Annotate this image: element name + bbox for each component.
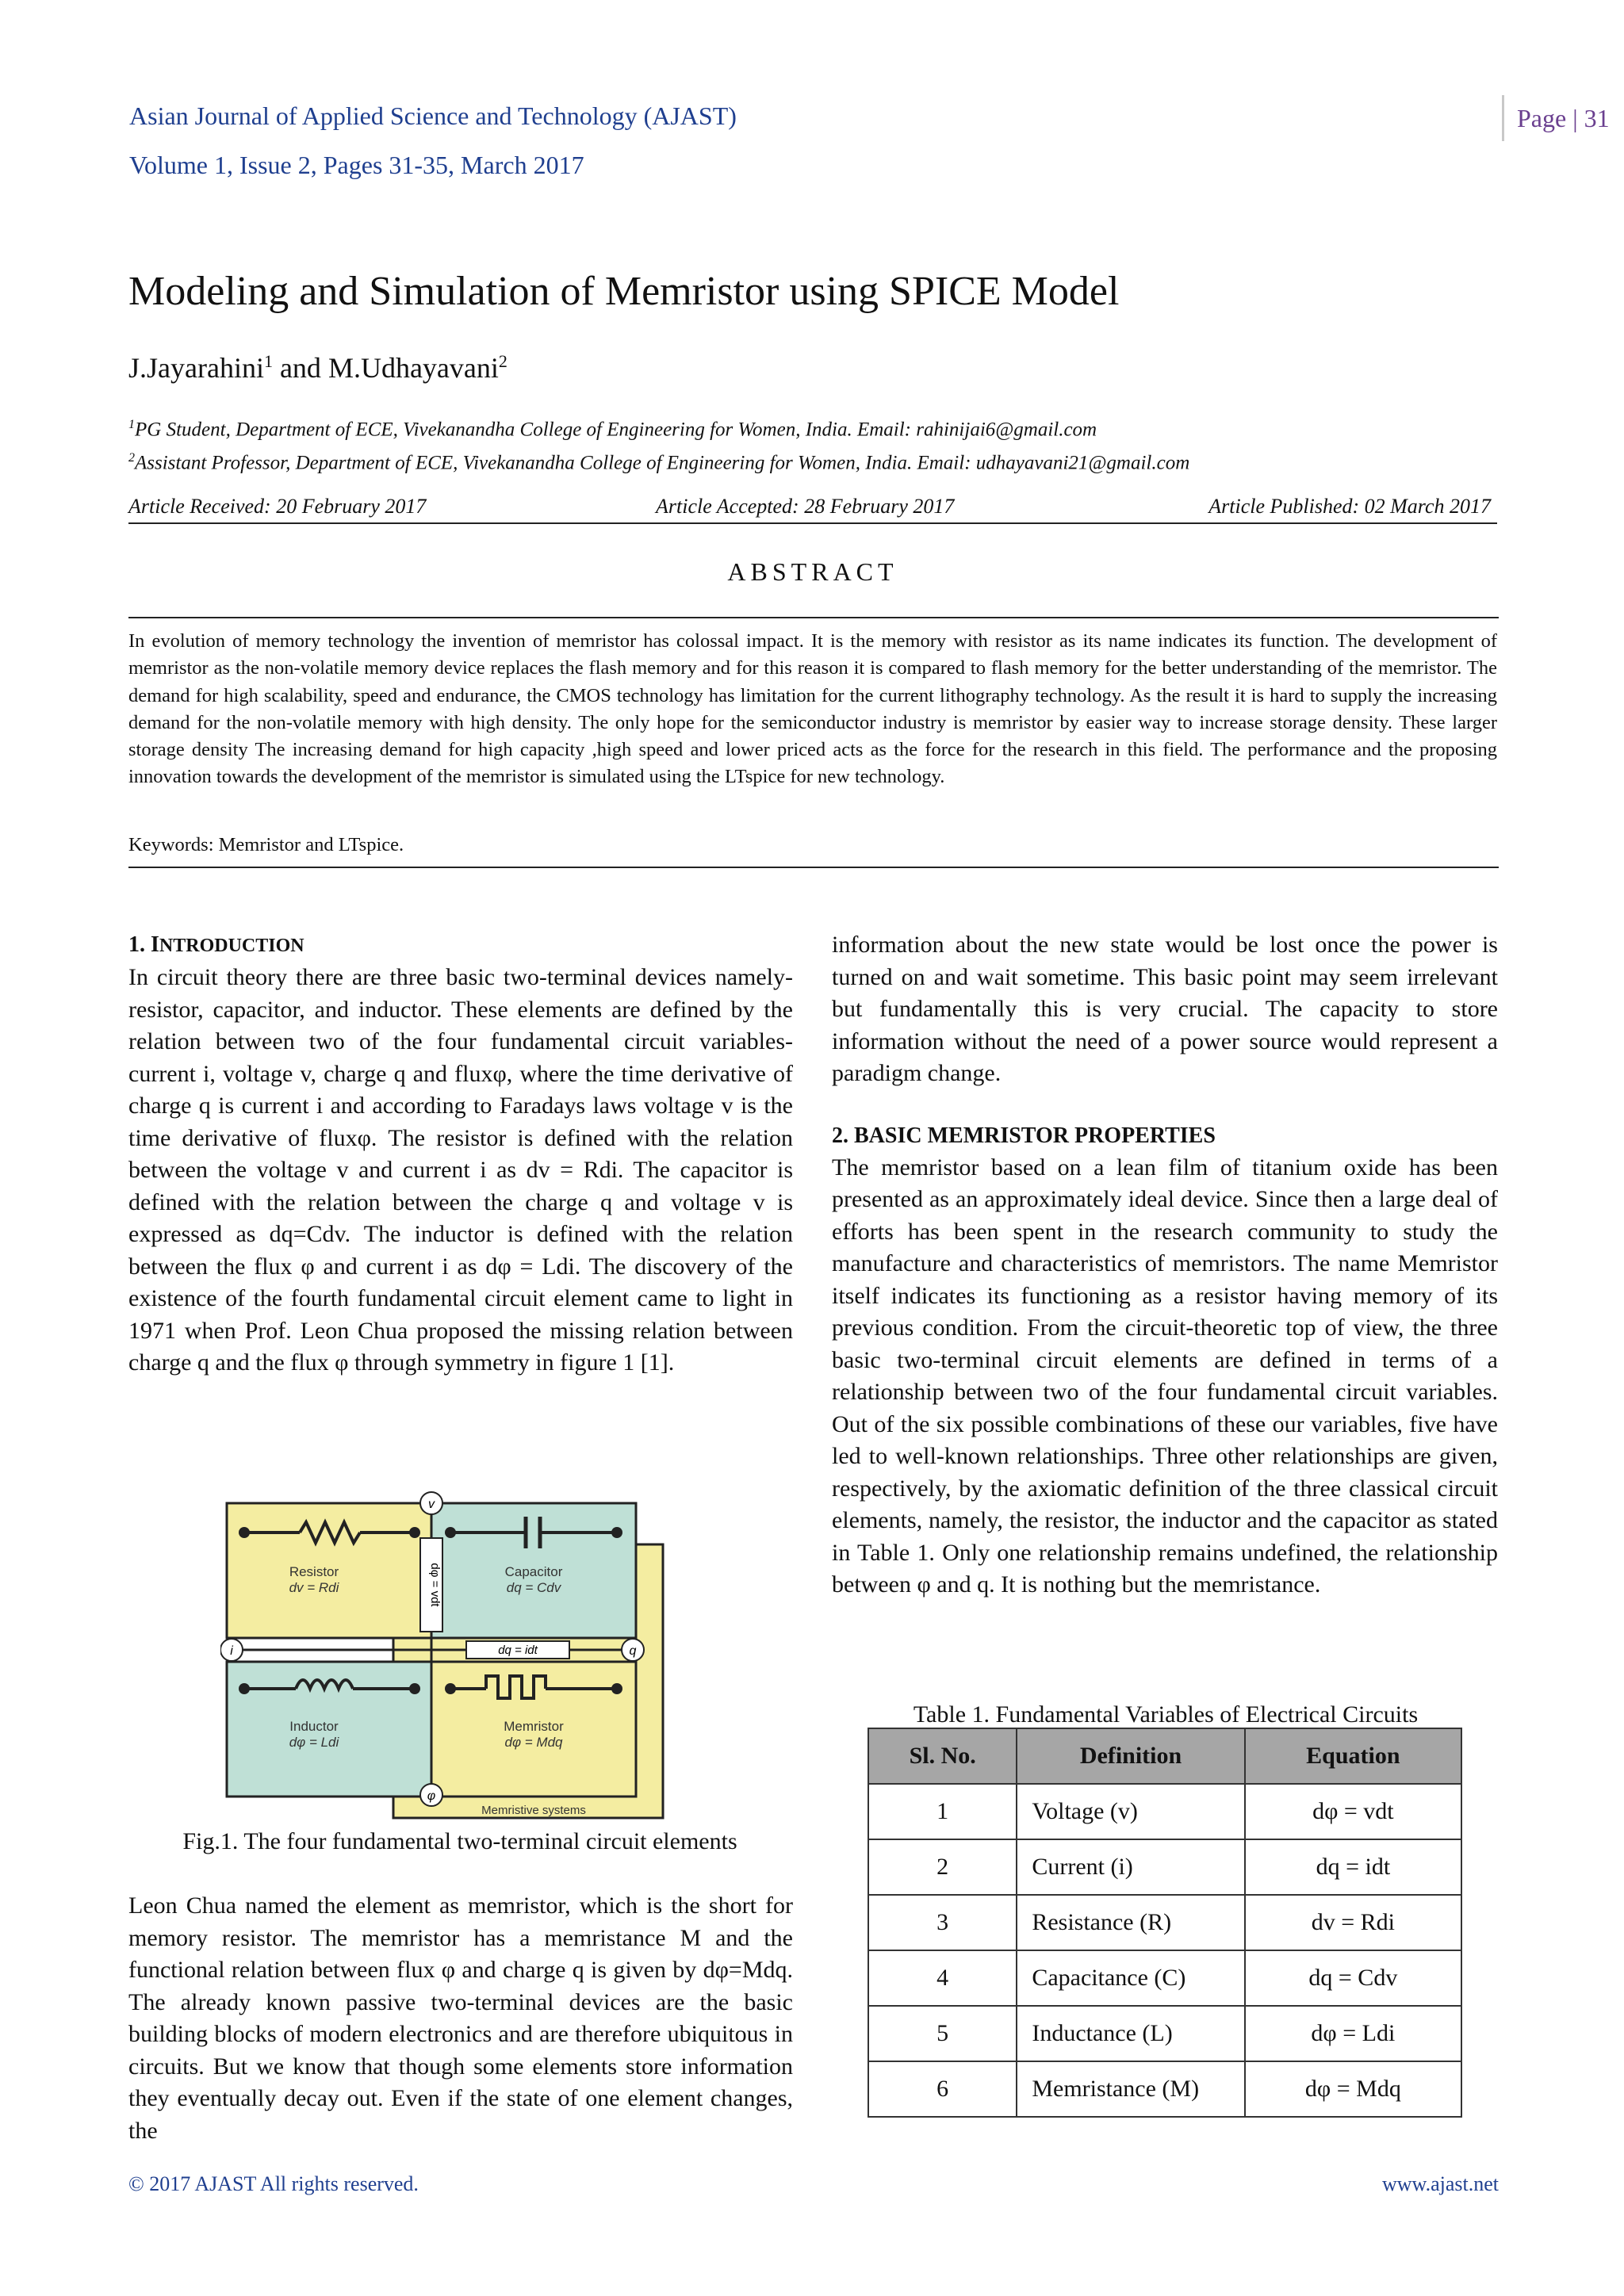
table-cell-definition: Current (i) — [1017, 1839, 1244, 1895]
table-cell-slno: 5 — [868, 2006, 1017, 2061]
resistor-eq: dv = Rdi — [289, 1580, 339, 1595]
basic-properties-paragraph: The memristor based on a lean film of titanium oxide has been presented as an approximately ideal device. Since then a large deal of efforts has been spent in the research community to study the manufacture and characteristics of memristors. The name Memristor itself indicates its functioning as a resistor having memory of its previous condition. From the circuit-theoretic top of view, the three basic two-terminal circuit elements are defined in terms of a relationship between two of the four fundamental circuit variables. Out of the six possible combinations of these our variables, five have led to well-known relationships. Three other relationships are given, respectively, by the axiomatic definition of the three classical circuit elements, namely, the resistor, the inductor and the capacitor as stated in Table 1. Only one relationship remains undefined, the relationship between φ and q. It is nothing but the memristance. — [832, 1154, 1498, 1598]
table-cell-definition: Voltage (v) — [1017, 1784, 1244, 1839]
node-phi-label: φ — [427, 1789, 436, 1803]
memristor-terminal-right — [611, 1683, 622, 1694]
table-cell-slno: 3 — [868, 1895, 1017, 1950]
resistor-label: Resistor — [289, 1564, 339, 1579]
table-cell-definition: Resistance (R) — [1017, 1895, 1244, 1950]
inductor-terminal-left — [239, 1683, 250, 1694]
intro-paragraph-2: Leon Chua named the element as memristor, which is the short for memory resistor. The memristor has a memristance M and the functional relation between flux φ and charge q is given by dφ=Mdq. The already known passive two-terminal devices are the basic building blocks of modern electronics and are therefore ubiquitous in circuits. But we know that though some elements store information they eventually decay out. Even if the state of one element changes, the — [128, 1892, 793, 2144]
idt-label: dq = idt — [498, 1644, 538, 1657]
author-1: J.Jayarahini — [128, 352, 264, 384]
footer-copyright: © 2017 AJAST All rights reserved. — [128, 2172, 419, 2195]
introduction-heading — [128, 929, 793, 962]
author-list — [128, 341, 508, 388]
table-cell-equation: dq = idt — [1245, 1839, 1461, 1895]
capacitor-eq: dq = Cdv — [506, 1580, 561, 1595]
abstract-text: In evolution of memory technology the invention of memristor has colossal impact. It is the memory with resistor as its name indicates its function. The development of memristor as the non-volatile memory device replaces the flash memory and for this reason it is compared to flash memory for the better understanding of the memristor. The demand for high scalability, speed and endurance, the CMOS technology has limitation for the current lithography technology. As the result it is hard to supply the increasing demand for the non-volatile memory with high density. The only hope for the semiconductor industry is memristor by easier way to increase storage density. These larger storage density The increasing demand for high capacity ,high speed and lower priced acts as the force for the research in this field. The performance and the proposing innovation towards the development of the memristor is simulated using the LTspice for new technology. — [128, 630, 1497, 788]
memristive-systems-label: Memristive systems — [481, 1804, 586, 1817]
table-cell-slno: 2 — [868, 1839, 1017, 1895]
memristor-label: Memristor — [504, 1719, 564, 1734]
node-i-label: i — [230, 1644, 233, 1658]
introduction-section — [128, 929, 793, 1380]
table-cell-equation: dφ = vdt — [1245, 1784, 1461, 1839]
intro-continued — [128, 1890, 793, 2147]
author-and: and — [272, 352, 328, 384]
table-cell-equation: dφ = Ldi — [1245, 2006, 1461, 2061]
abstract-heading: ABSTRACT — [727, 557, 898, 586]
abstract-top-rule — [128, 617, 1499, 618]
table-1-caption: Table 1. Fundamental Variables of Electrical Circuits — [913, 1701, 1419, 1728]
affiliation-2 — [128, 444, 1189, 477]
paper-title: Modeling and Simulation of Memristor using SPICE Model — [128, 269, 1120, 314]
table-row — [868, 2006, 1461, 2061]
date-accepted: Article Accepted: 28 February 2017 — [656, 495, 955, 518]
keywords: Keywords: Memristor and LTspice. — [128, 834, 404, 855]
vdt-label: dφ = vdt — [428, 1563, 442, 1607]
table-cell-definition: Inductance (L) — [1017, 2006, 1244, 2061]
table-cell-definition: Memristance (M) — [1017, 2061, 1244, 2117]
inductor-eq: dφ = Ldi — [289, 1735, 339, 1750]
journal-volume: Volume 1, Issue 2, Pages 31-35, March 2017 — [129, 151, 584, 179]
intro-paragraph-1: In circuit theory there are three basic two-terminal devices namely-resistor, capacitor, and inductor. These elements are defined by the relation between two of the four fundamental circuit variables- current i, voltage v, charge q and fluxφ, where the time derivative of charge q is current i and according to Faradays laws voltage v is the time derivative of fluxφ. The resistor is defined with the relation between the voltage v and current i as dv = Rdi. The capacitor is defined with the relation between the charge q and voltage v is expressed as dq=Cdv. The inductor is defined with the relation between the flux φ and current i as dφ = Ldi. The discovery of the existence of the fourth fundamental circuit element came to light in 1971 when Prof. Leon Chua proposed the missing relation between charge q and the flux φ through symmetry in figure 1 [1]. — [128, 964, 793, 1376]
memristor-eq: dφ = Mdq — [504, 1735, 563, 1750]
capacitor-terminal-left — [445, 1527, 456, 1538]
figure-1 — [220, 1489, 671, 1822]
table-cell-equation: dq = Cdv — [1245, 1950, 1461, 2006]
table-cell-equation: dv = Rdi — [1245, 1895, 1461, 1950]
right-column — [832, 929, 1498, 1601]
table-header-slno: Sl. No. — [868, 1728, 1017, 1784]
page-number: Page | 31 — [1502, 95, 1624, 141]
table-1 — [868, 1728, 1462, 2118]
affiliation-1-text: PG Student, Department of ECE, Vivekanandha College of Engineering for Women, India. Email: rahinijai6@gmail.com — [135, 419, 1097, 441]
intro-first-letter: I — [151, 932, 159, 957]
basic-properties-heading: 2. BASIC MEMRISTOR PROPERTIES — [832, 1123, 1216, 1148]
table-row — [868, 1784, 1461, 1839]
table-cell-slno: 4 — [868, 1950, 1017, 2006]
figure-1-caption: Fig.1. The four fundamental two-terminal circuit elements — [182, 1828, 737, 1854]
intro-rest: NTRODUCTION — [159, 936, 304, 956]
table-cell-equation: dφ = Mdq — [1245, 2061, 1461, 2117]
inductor-label: Inductor — [289, 1719, 339, 1734]
table-header-equation: Equation — [1245, 1728, 1461, 1784]
resistor-terminal-left — [239, 1527, 250, 1538]
table-header-definition: Definition — [1017, 1728, 1244, 1784]
table-row — [868, 1895, 1461, 1950]
resistor-terminal-right — [409, 1527, 420, 1538]
capacitor-label: Capacitor — [504, 1564, 563, 1579]
author-1-sup: 1 — [263, 351, 273, 371]
affiliation-1 — [128, 411, 1189, 444]
capacitor-terminal-right — [611, 1527, 622, 1538]
journal-header — [129, 91, 737, 189]
affiliation-2-sup: 2 — [128, 451, 135, 465]
article-dates — [128, 491, 1497, 524]
affiliations — [128, 411, 1189, 478]
journal-name: Asian Journal of Applied Science and Technology (AJAST) — [129, 101, 737, 130]
abstract-bottom-rule — [128, 867, 1499, 868]
footer-website[interactable]: www.ajast.net — [1381, 2172, 1499, 2195]
table-header-row — [868, 1728, 1461, 1784]
table-row — [868, 1950, 1461, 2006]
node-v-label: v — [428, 1498, 435, 1511]
table-row — [868, 1839, 1461, 1895]
affiliation-2-text: Assistant Professor, Department of ECE, Vivekanandha College of Engineering for Women, India. Email: udhayavani21@gmail.com — [135, 452, 1190, 474]
author-2-sup: 2 — [498, 351, 508, 371]
node-q-label: q — [629, 1644, 637, 1658]
right-paragraph-1: information about the new state would be lost once the power is turned on and wait sometime. This basic point may seem irrelevant but fundamentally this is very crucial. The capacity to store information without the need of a power source would represent a paradigm change. — [832, 932, 1498, 1086]
date-published: Article Published: 02 March 2017 — [1208, 495, 1491, 518]
memristor-terminal-left — [445, 1683, 456, 1694]
inductor-terminal-right — [409, 1683, 420, 1694]
intro-number: 1. — [128, 932, 151, 957]
date-received: Article Received: 20 February 2017 — [128, 495, 427, 518]
affiliation-1-sup: 1 — [128, 418, 135, 431]
author-2: M.Udhayavani — [327, 352, 499, 384]
table-cell-slno: 1 — [868, 1784, 1017, 1839]
table-cell-definition: Capacitance (C) — [1017, 1950, 1244, 2006]
table-cell-slno: 6 — [868, 2061, 1017, 2117]
table-row — [868, 2061, 1461, 2117]
fundamental-elements-diagram — [220, 1489, 671, 1822]
